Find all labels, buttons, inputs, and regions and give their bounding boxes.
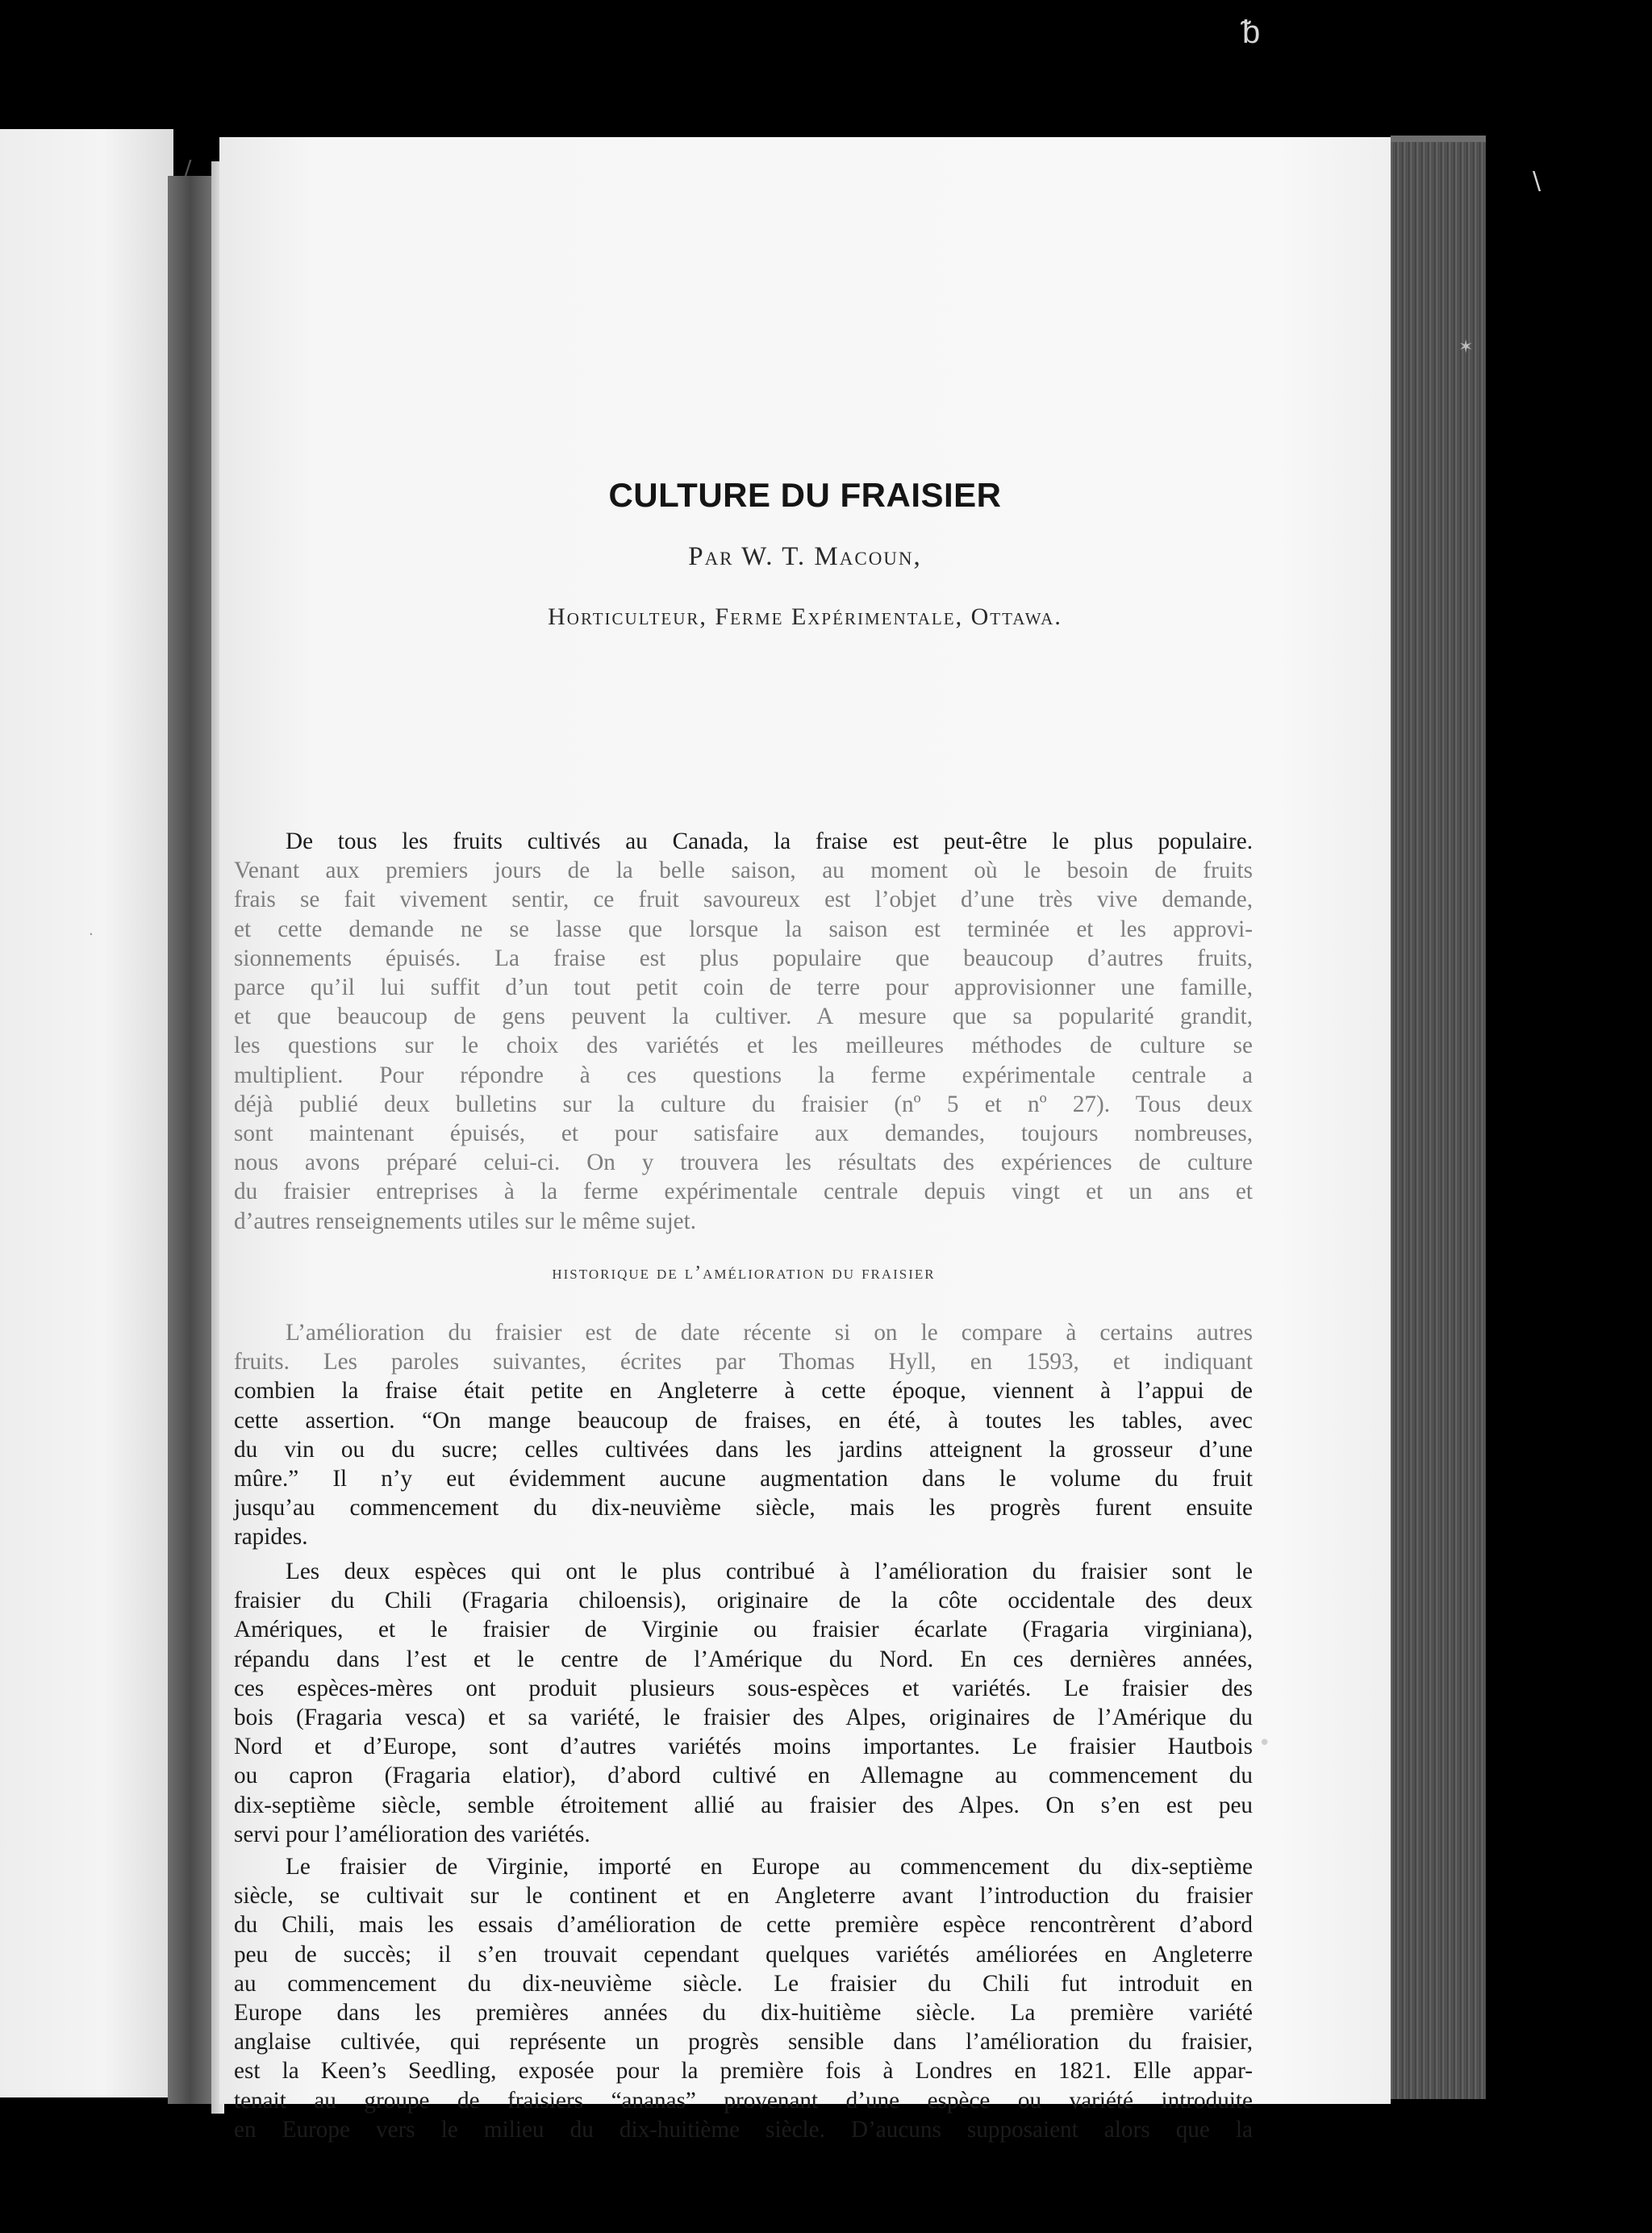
text-line: combien la fraise était petite en Angleterre à cette époque, viennent à l’appui de <box>234 1378 1253 1404</box>
text-line: en Europe vers le milieu du dix-huitième siècle. D’aucuns supposaient alors que la <box>234 2116 1253 2143</box>
author-affiliation: Horticulteur, Ferme Expérimentale, Ottawa. <box>548 603 1062 630</box>
left-facing-page <box>0 129 173 2097</box>
text-line: Les deux espèces qui ont le plus contribué à l’amélioration du fraisier sont le <box>286 1559 1253 1584</box>
text-line: et cette demande ne se lasse que lorsque la saison est terminée et les approvi- <box>234 916 1253 942</box>
scan-speck: • <box>1258 1731 1271 1755</box>
text-line: d’autres renseignements utiles sur le même sujet. <box>234 1208 697 1234</box>
text-line: du Chili, mais les essais d’amélioration de cette première espèce rencontrèrent d’abord <box>234 1912 1253 1939</box>
text-line: fruits. Les paroles suivantes, écrites par Thomas Hyll, en 1593, et indiquant <box>234 1349 1253 1375</box>
text-line: et que beaucoup de gens peuvent la cultiver. A mesure que sa popularité grandit, <box>234 1004 1253 1030</box>
text-line: bois (Fragaria vesca) et sa variété, le fraisier des Alpes, originaires de l’Amérique du <box>234 1705 1253 1731</box>
text-line: siècle, se cultivait sur le continent et en Angleterre avant l’introduction du fraisier <box>234 1883 1253 1910</box>
text-line: mûre.” Il n’y eut évidemment aucune augmentation dans le volume du fruit <box>234 1466 1253 1492</box>
text-line: répandu dans l’est et le centre de l’Amérique du Nord. En ces dernières années, <box>234 1646 1253 1672</box>
text-line: anglaise cultivée, qui représente un progrès sensible dans l’amélioration du fraisier, <box>234 2029 1253 2056</box>
scan-speck: ᵬ <box>1242 14 1261 51</box>
text-line: Nord et d’Europe, sont d’autres variétés moins importantes. Le fraisier Hautbois <box>234 1734 1253 1760</box>
text-line: multiplient. Pour répondre à ces questions la ferme expérimentale centrale a <box>234 1062 1253 1088</box>
section-heading: historique de l’amélioration du fraisier <box>552 1263 936 1283</box>
scan-speck: \ <box>1533 167 1541 195</box>
text-line: tenait au groupe de fraisiers “ananas” provenant d’une espèce ou variété introduite <box>234 2087 1253 2114</box>
main-page <box>219 137 1391 2143</box>
scan-speck: · <box>89 926 94 943</box>
text-line: ces espèces-mères ont produit plusieurs sous-espèces et variétés. Le fraisier des <box>234 1675 1253 1701</box>
text-line: De tous les fruits cultivés au Canada, la fraise est peut-être le plus populaire. <box>286 829 1253 854</box>
book-block-page-edges <box>1387 142 1486 2099</box>
scan-speck: ✶ <box>1458 337 1474 357</box>
text-line: ou capron (Fragaria elatior), d’abord cultivé en Allemagne au commencement du <box>234 1763 1253 1789</box>
author-byline: Par W. T. Macoun, <box>688 542 922 571</box>
text-line: déjà publié deux bulletins sur la culture du fraisier (nº 5 et nº 27). Tous deux <box>234 1091 1253 1117</box>
text-line: peu de succès; il s’en trouvait cependant quelques variétés améliorées en Angleterre <box>234 1941 1253 1968</box>
text-line: sionnements épuisés. La fraise est plus populaire que beaucoup d’autres fruits, <box>234 945 1253 971</box>
text-line: servi pour l’amélioration des variétés. <box>234 1821 590 1847</box>
text-line: nous avons préparé celui-ci. On y trouvera les résultats des expériences de culture <box>234 1150 1253 1176</box>
text-line: au commencement du dix-neuvième siècle. Le fraisier du Chili fut introduit en <box>234 1970 1253 1997</box>
text-line: rapides. <box>234 1524 308 1551</box>
text-line: L’amélioration du fraisier est de date récente si on le compare à certains autres <box>286 1320 1253 1346</box>
text-line: fraisier du Chili (Fragaria chiloensis), originaire de la côte occidentale des deux <box>234 1588 1253 1614</box>
text-line: dix-septième siècle, semble étroitement allié au fraisier des Alpes. On s’en est peu <box>234 1792 1253 1818</box>
text-line: frais se fait vivement sentir, ce fruit savoureux est l’objet d’une très vive demande, <box>234 887 1253 913</box>
text-line: les questions sur le choix des variétés et les meilleures méthodes de culture se <box>234 1033 1253 1059</box>
binding-shadow <box>168 176 218 2104</box>
text-line: Le fraisier de Virginie, importé en Europe au commencement du dix-septième <box>286 1854 1253 1880</box>
text-line: Amériques, et le fraisier de Virginie ou fraisier écarlate (Fragaria virginiana), <box>234 1617 1253 1643</box>
text-line: du vin ou du sucre; celles cultivées dans les jardins atteignent la grosseur d’une <box>234 1436 1253 1463</box>
text-line: Europe dans les premières années du dix-huitième siècle. La première variété <box>234 2000 1253 2026</box>
paragraph-introduction <box>234 827 1253 1236</box>
text-line: du fraisier entreprises à la ferme expérimentale centrale depuis vingt et un ans et <box>234 1179 1253 1205</box>
text-line: Venant aux premiers jours de la belle saison, au moment où le besoin de fruits <box>234 858 1253 884</box>
paragraph-history <box>234 1318 1253 1552</box>
text-line: parce qu’il lui suffit d’un tout petit coin de terre pour approvisionner une famille, <box>234 975 1253 1001</box>
text-line: sont maintenant épuisés, et pour satisfaire aux demandes, toujours nombreuses, <box>234 1121 1253 1147</box>
paragraph-virginia-strawberry <box>234 1852 1253 2144</box>
scan-speck: / <box>184 155 192 182</box>
article-title: CULTURE DU FRAISIER <box>608 476 1002 514</box>
text-line: est la Keen’s Seedling, exposée pour la première fois à Londres en 1821. Elle appar- <box>234 2058 1253 2085</box>
paragraph-species <box>234 1557 1253 1849</box>
text-line: jusqu’au commencement du dix-neuvième siècle, mais les progrès furent ensuite <box>234 1495 1253 1521</box>
text-line: cette assertion. “On mange beaucoup de fraises, en été, à toutes les tables, avec <box>234 1407 1253 1434</box>
